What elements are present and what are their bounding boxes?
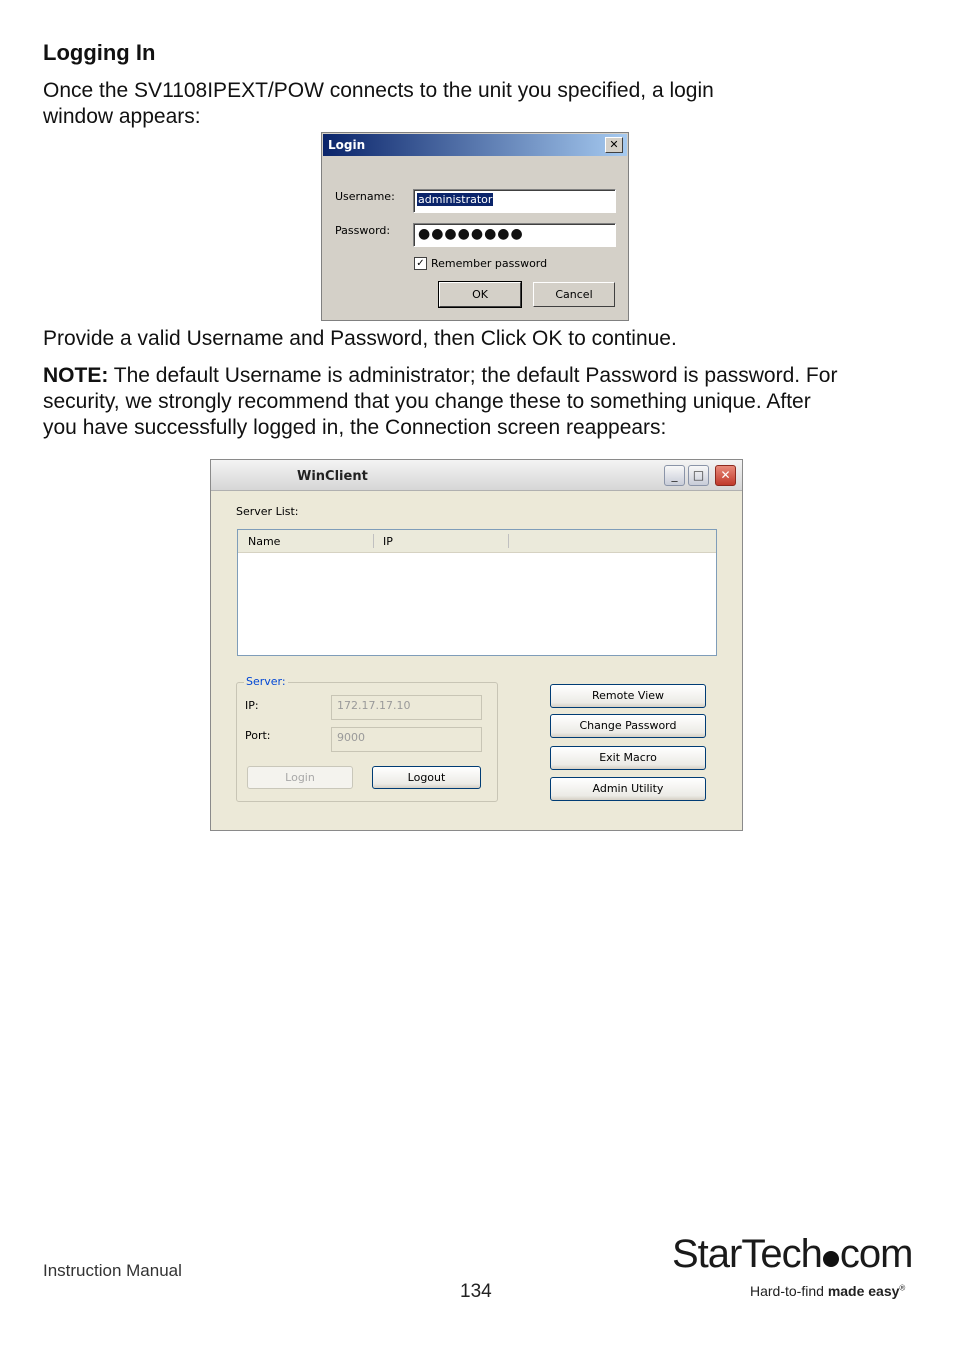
logout-button[interactable]: Logout [372, 766, 481, 789]
maximize-icon[interactable]: □ [688, 465, 709, 486]
note-text: you have successfully logged in, the Connection screen reappears: [43, 416, 667, 439]
registered-mark: ® [899, 1283, 906, 1293]
ip-label: IP: [245, 699, 259, 712]
column-ip[interactable]: IP [383, 535, 393, 548]
intro-line: window appears: [43, 105, 201, 128]
column-name[interactable]: Name [248, 535, 281, 548]
remote-view-button[interactable]: Remote View [550, 684, 706, 708]
server-group-label: Server: [246, 675, 286, 688]
intro-line: Once the SV1108IPEXT/POW connects to the unit you specified, a login [43, 79, 714, 102]
ok-button[interactable]: OK [439, 282, 521, 307]
remember-checkbox[interactable]: ✓ [414, 257, 427, 270]
cancel-button[interactable]: Cancel [533, 282, 615, 307]
close-icon[interactable]: ✕ [605, 137, 623, 153]
password-label: Password: [335, 224, 391, 237]
column-divider[interactable] [373, 534, 374, 548]
logo-dot [823, 1251, 839, 1267]
intro-paragraph [43, 78, 923, 130]
username-value: administrator [418, 193, 493, 206]
password-value: ●●●●●●●● [418, 226, 524, 242]
column-divider[interactable] [508, 534, 509, 548]
minimize-icon[interactable]: _ [664, 465, 685, 486]
winclient-window [210, 459, 743, 831]
change-password-button[interactable]: Change Password [550, 714, 706, 738]
login-title: Login [328, 138, 366, 152]
login-button[interactable]: Login [247, 766, 353, 789]
exit-macro-button[interactable]: Exit Macro [550, 746, 706, 770]
port-field[interactable]: 9000 [331, 727, 482, 752]
footer-manual-label: Instruction Manual [43, 1261, 182, 1280]
logo-text: StarTech [672, 1232, 822, 1276]
tagline [750, 1283, 905, 1299]
note-label: NOTE: [43, 364, 109, 387]
tagline-bold: made easy [827, 1283, 900, 1299]
page-number: 134 [460, 1281, 492, 1302]
tagline-text: Hard-to-find [750, 1283, 828, 1299]
winclient-titlebar [211, 460, 742, 491]
admin-utility-button[interactable]: Admin Utility [550, 777, 706, 801]
password-field[interactable] [413, 223, 616, 247]
username-field[interactable] [413, 189, 616, 213]
ip-field[interactable]: 172.17.17.10 [331, 695, 482, 720]
winclient-title: WinClient [297, 469, 368, 484]
username-label: Username: [335, 190, 395, 203]
note-paragraph [43, 363, 923, 441]
remember-label: Remember password [431, 257, 548, 270]
login-titlebar [323, 134, 627, 156]
note-text: security, we strongly recommend that you change these to something unique. After [43, 390, 811, 413]
server-list-header [238, 530, 716, 553]
logo-text: com [839, 1232, 913, 1276]
page-heading: Logging In [43, 40, 156, 65]
provide-paragraph: Provide a valid Username and Password, then Click OK to continue. [43, 327, 677, 350]
port-label: Port: [245, 729, 271, 742]
close-icon[interactable]: ✕ [715, 465, 736, 486]
startech-logo [672, 1232, 912, 1277]
server-list-label: Server List: [236, 505, 299, 518]
note-text: The default Username is administrator; the default Password is password. For [108, 364, 838, 387]
login-dialog [321, 132, 629, 321]
server-list[interactable] [237, 529, 717, 656]
